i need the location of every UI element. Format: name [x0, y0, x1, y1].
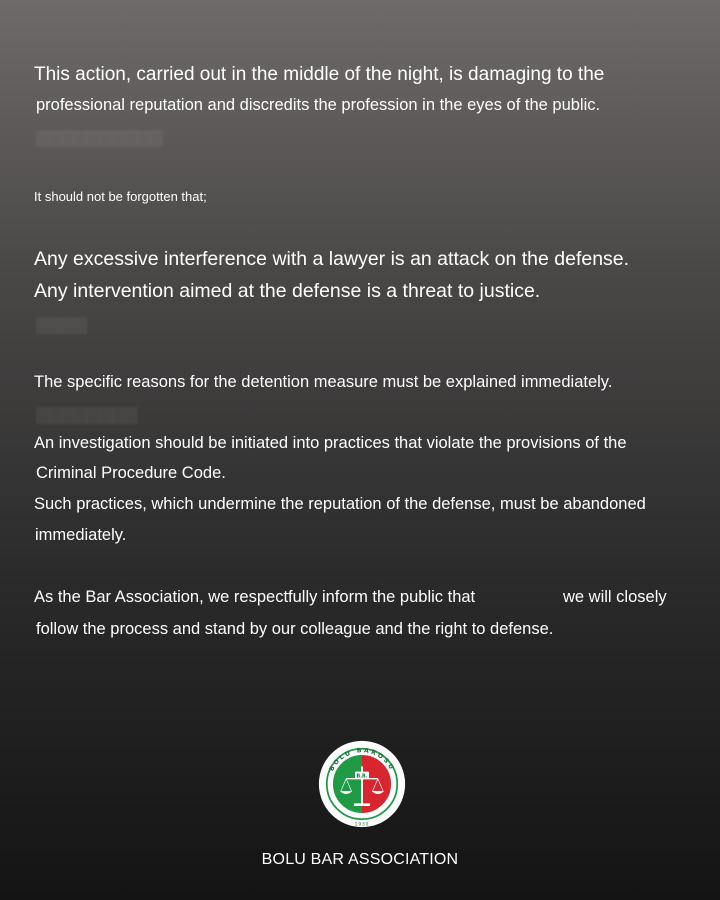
bar-association-logo [318, 740, 406, 828]
logo-center-text: B.B. [356, 774, 368, 780]
paragraph-2: It should not be forgotten that; [34, 189, 207, 204]
logo-ring-text: BOLU BAROSU [328, 747, 396, 773]
paragraph-5-line-1: An investigation should be initiated into practices that violate the provisions of the [34, 434, 627, 452]
paragraph-6-line-1a: As the Bar Association, we respectfully inform the public that [34, 588, 476, 606]
paragraph-3-line-1: Any excessive interference with a lawyer is an attack on the defense. [34, 248, 630, 270]
paragraph-6-line-2: follow the process and stand by our colleague and the right to defense. [36, 620, 554, 638]
ghost-text: ▇▇▇▇ [36, 316, 87, 334]
footer-signature: BOLU BAR ASSOCIATION [261, 851, 459, 868]
paragraph-6-line-1b: we will closely [563, 588, 667, 606]
ghost-text: ▇▇▇▇▇▇▇▇ [36, 406, 138, 424]
paragraph-4: The specific reasons for the detention measure must be explained immediately. [34, 373, 613, 391]
paragraph-1-line-2: professional reputation and discredits the profession in the eyes of the public. [36, 96, 601, 114]
logo-year: 1930 [354, 822, 370, 828]
paragraph-3-line-2: Any intervention aimed at the defense is a threat to justice. [34, 280, 541, 302]
paragraph-5-line-4: immediately. [35, 526, 127, 544]
paragraph-5-line-2: Criminal Procedure Code. [36, 464, 226, 482]
paragraph-1-line-1: This action, carried out in the middle of the night, is damaging to the [34, 64, 605, 85]
paragraph-5-line-3: Such practices, which undermine the reputation of the defense, must be abandoned [34, 495, 646, 513]
ghost-text: ▇▇▇▇▇▇▇▇▇▇ [36, 129, 163, 147]
